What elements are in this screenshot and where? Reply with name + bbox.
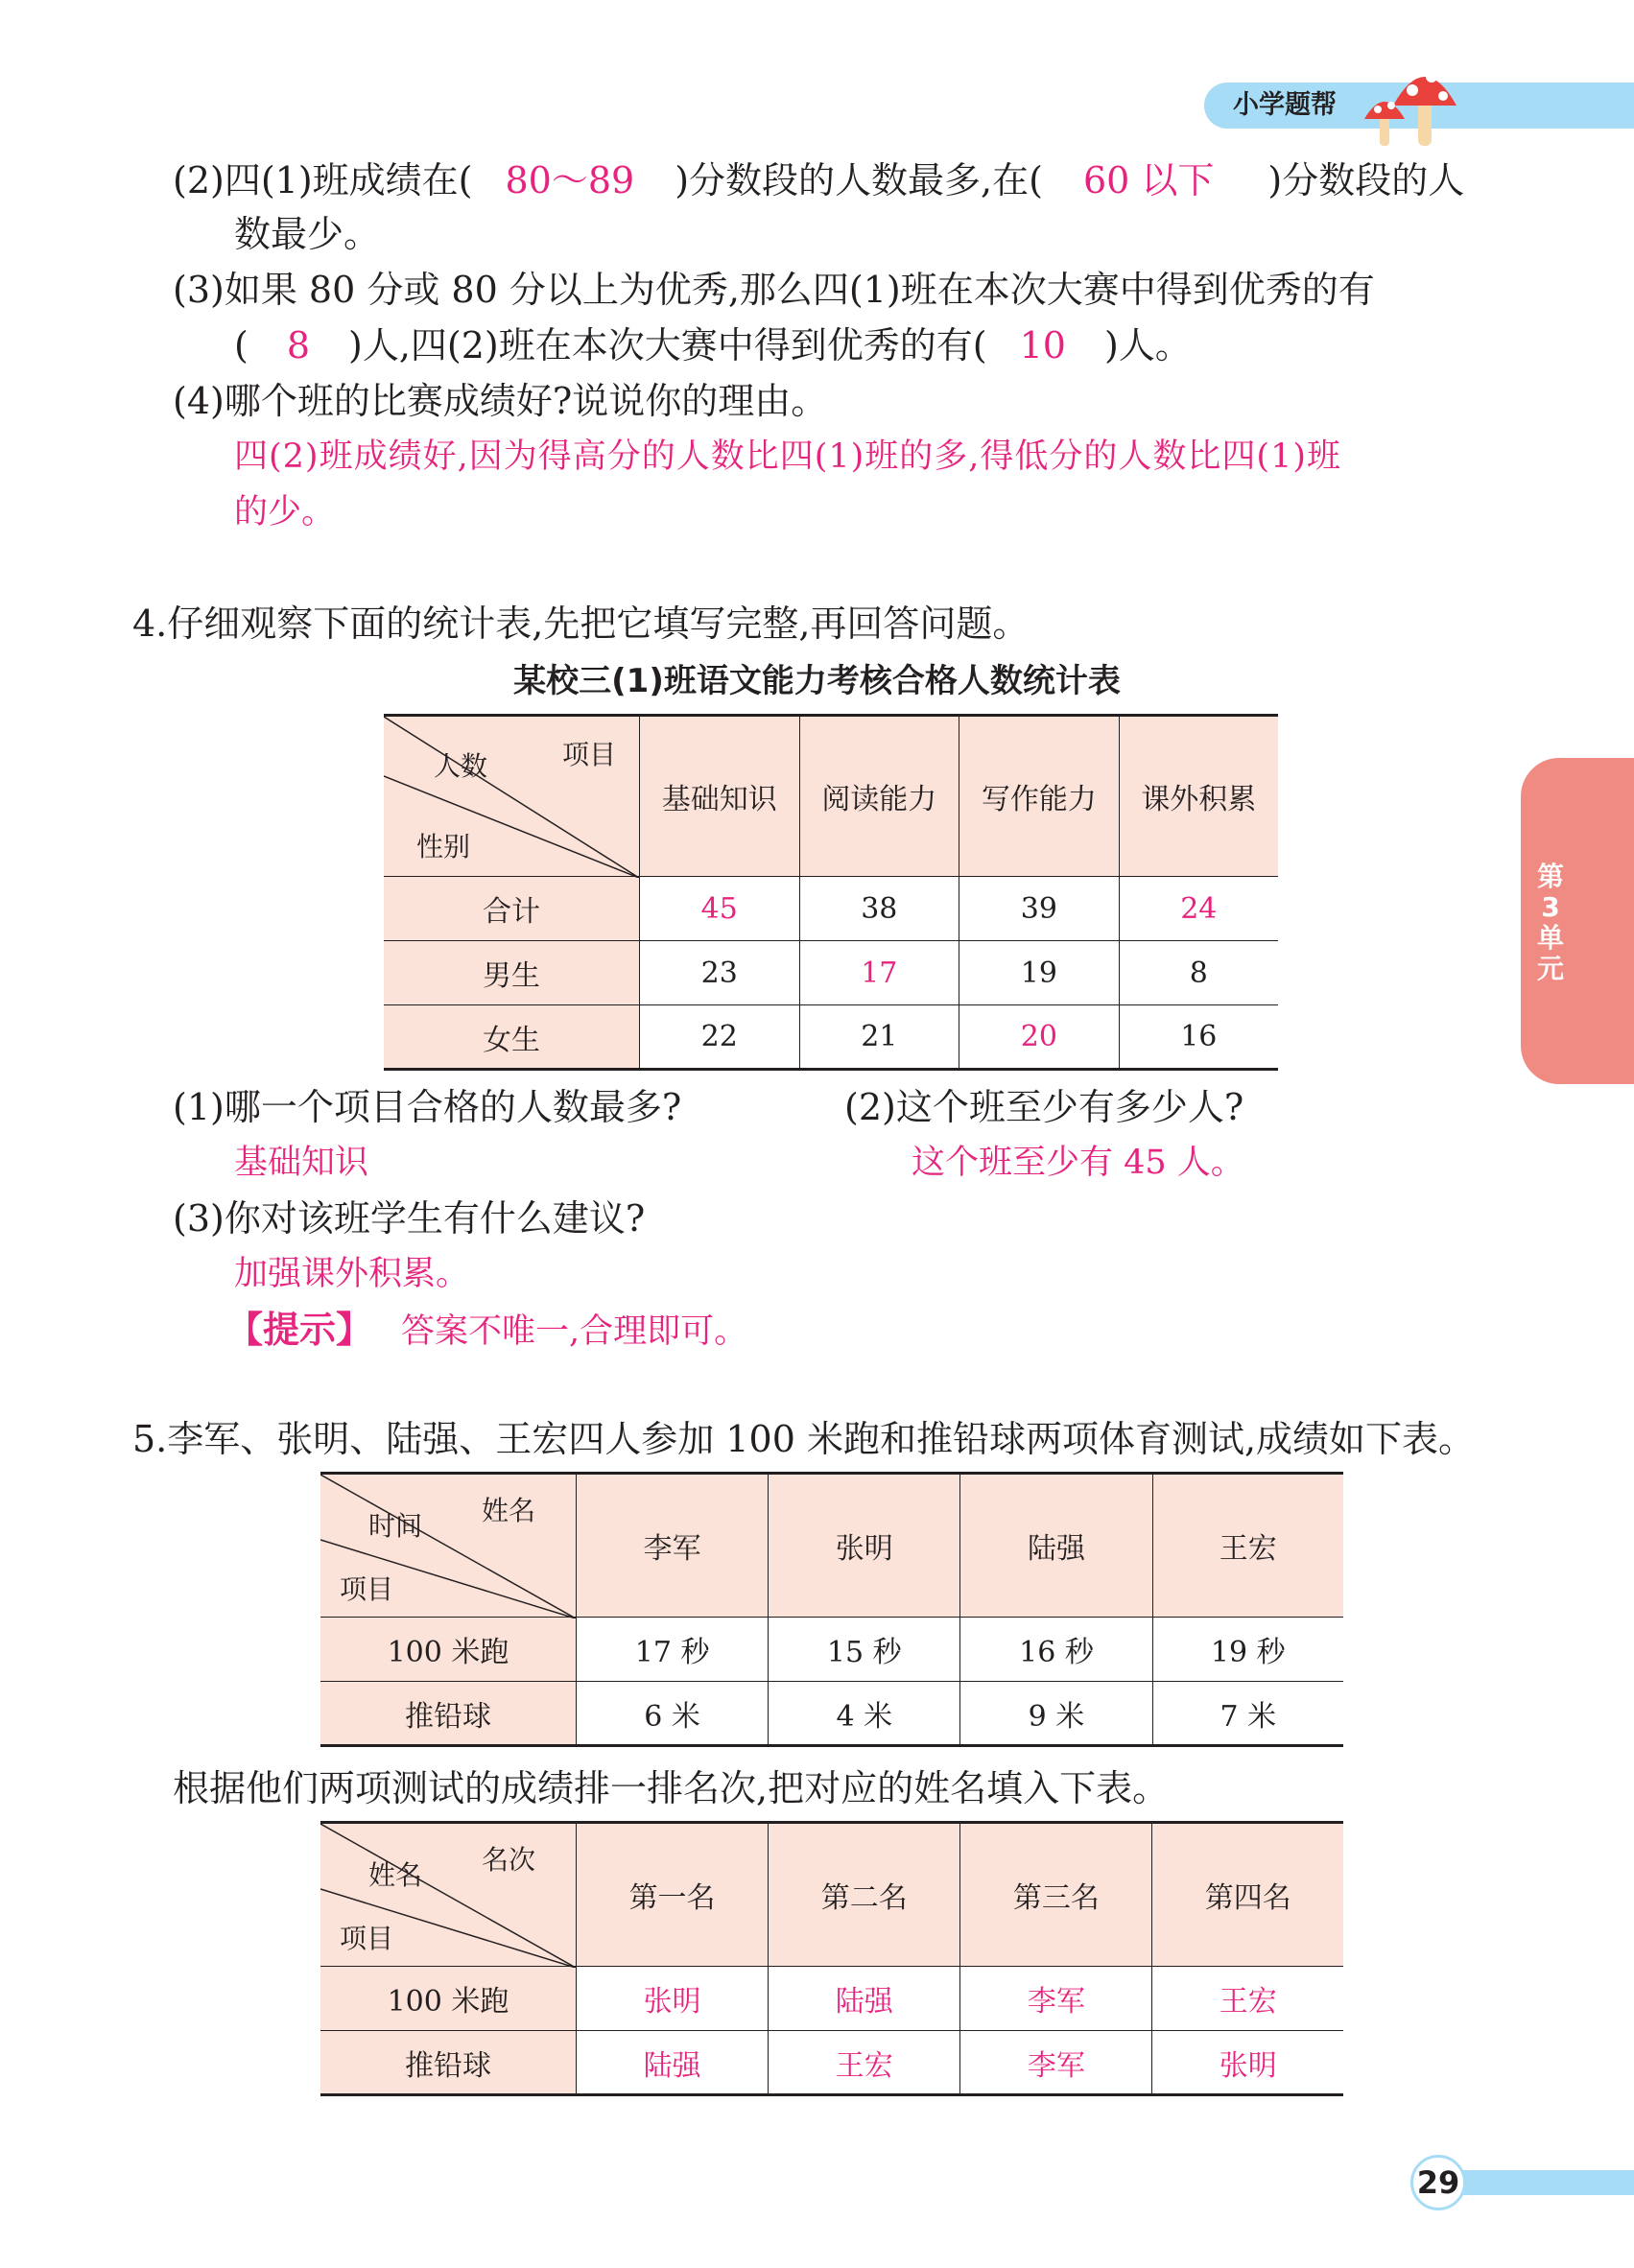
q5-t1-row-label: 100 米跑 — [320, 1618, 577, 1682]
unit-side-tab-label: 第3单元 — [1536, 861, 1564, 984]
q5-t1-col-header: 张明 — [769, 1474, 960, 1618]
q4-cell: 23 — [640, 941, 800, 1005]
page-number: 29 — [1410, 2155, 1466, 2210]
q4-sub2-question: (2)这个班至少有多少人? — [844, 1086, 1244, 1128]
q3-part3-text: )人,四(2)班在本次大赛中得到优秀的有( — [348, 324, 987, 366]
q4-sub2-answer: 这个班至少有 45 人。 — [912, 1144, 1244, 1182]
q3-part3-text: ( — [234, 324, 249, 366]
table-row — [384, 941, 1278, 1005]
q4-cell: 16 — [1119, 1005, 1278, 1070]
q5-t1-cell: 17 秒 — [577, 1618, 769, 1682]
q5-t2-col-header: 第一名 — [577, 1823, 769, 1967]
q4-corner-mid: 人数 — [434, 750, 488, 782]
q5-prompt: 5.李军、张明、陆强、王宏四人参加 100 米跑和推铅球两项体育测试,成绩如下表。 — [132, 1418, 1476, 1460]
q5-t1-corner-mid: 时间 — [368, 1510, 423, 1542]
table-row — [384, 1005, 1278, 1070]
q3-part2-answer2: 60 以下 — [1082, 159, 1215, 201]
q5-t2-col-header: 第四名 — [1152, 1823, 1343, 1967]
q5-t2-cell-answer: 李军 — [960, 2031, 1152, 2095]
q4-stat-table — [384, 714, 1278, 1071]
q5-t2-corner-cell — [320, 1823, 577, 1967]
q3-part2-line2: 数最少。 — [234, 213, 381, 255]
q5-t1-cell: 4 米 — [769, 1682, 960, 1746]
q5-t2-corner-bottom: 项目 — [340, 1923, 394, 1954]
mushroom-icon — [1343, 56, 1468, 152]
q5-t1-cell: 6 米 — [577, 1682, 769, 1746]
q3-part3-answer2: 10 — [1019, 324, 1066, 366]
q5-t2-cell-answer: 王宏 — [1152, 1967, 1343, 2031]
q5-t2-cell-answer: 陆强 — [769, 1967, 960, 2031]
q5-ranking-table — [320, 1821, 1343, 2096]
q4-sub3-question: (3)你对该班学生有什么建议? — [173, 1197, 646, 1240]
q4-cell-answer: 20 — [959, 1005, 1120, 1070]
table-row — [320, 1682, 1343, 1746]
q5-t1-col-header: 李军 — [577, 1474, 769, 1618]
q5-t1-cell: 7 米 — [1152, 1682, 1343, 1746]
q3-part3-answer1: 8 — [286, 324, 311, 366]
q5-t1-row-label: 推铅球 — [320, 1682, 577, 1746]
q5-t1-corner-bottom: 项目 — [340, 1573, 394, 1605]
q4-cell-answer: 17 — [799, 941, 959, 1005]
q3-part2-text: (2)四(1)班成绩在( — [173, 159, 473, 201]
q3-part4-question: (4)哪个班的比赛成绩好?说说你的理由。 — [173, 380, 828, 422]
q3-part2-text: )分数段的人 — [1267, 159, 1465, 201]
q5-t2-row-label: 推铅球 — [320, 2031, 577, 2095]
q4-table-title: 某校三(1)班语文能力考核合格人数统计表 — [513, 662, 1121, 700]
q4-cell-answer: 45 — [640, 877, 800, 941]
q5-t2-corner-top: 名次 — [482, 1844, 536, 1876]
q5-t2-row-label: 100 米跑 — [320, 1967, 577, 2031]
table-row — [320, 2031, 1343, 2095]
q3-part4-answer-line2: 的少。 — [234, 493, 336, 532]
table-row — [320, 1967, 1343, 2031]
q5-t1-cell: 16 秒 — [960, 1618, 1152, 1682]
q5-mid-prompt: 根据他们两项测试的成绩排一排名次,把对应的姓名填入下表。 — [173, 1767, 1170, 1809]
q4-row-label: 女生 — [384, 1005, 640, 1070]
q4-cell-answer: 24 — [1119, 877, 1278, 941]
q5-t1-cell: 9 米 — [960, 1682, 1152, 1746]
q4-col-header: 课外积累 — [1119, 716, 1278, 877]
q5-t2-cell-answer: 王宏 — [769, 2031, 960, 2095]
q5-t1-corner-cell — [320, 1474, 577, 1618]
hint-text: 答案不唯一,合理即可。 — [401, 1312, 748, 1351]
q5-t2-cell-answer: 陆强 — [577, 2031, 769, 2095]
q3-part3-line2 — [234, 324, 1192, 366]
q4-row-label: 男生 — [384, 941, 640, 1005]
hint-label: 【提示】 — [226, 1309, 373, 1351]
q4-cell: 19 — [959, 941, 1120, 1005]
q4-row-label: 合计 — [384, 877, 640, 941]
q4-cell: 38 — [799, 877, 959, 941]
q3-part3-text: )人。 — [1103, 324, 1192, 366]
q4-cell: 39 — [959, 877, 1120, 941]
q5-t1-col-header: 王宏 — [1152, 1474, 1343, 1618]
q4-col-header: 基础知识 — [640, 716, 800, 877]
q5-t2-cell-answer: 李军 — [960, 1967, 1152, 2031]
q4-sub1-answer: 基础知识 — [234, 1144, 369, 1182]
q3-part2-answer1: 80～89 — [505, 159, 635, 201]
q5-t2-cell-answer: 张明 — [577, 1967, 769, 2031]
q4-corner-top: 项目 — [562, 739, 617, 770]
q5-t1-col-header: 陆强 — [960, 1474, 1152, 1618]
q3-part4-answer-line1: 四(2)班成绩好,因为得高分的人数比四(1)班的多,得低分的人数比四(1)班 — [234, 437, 1341, 476]
q4-sub3-answer: 加强课外积累。 — [234, 1255, 470, 1293]
q3-part2-text: )分数段的人数最多,在( — [675, 159, 1043, 201]
q5-t1-cell: 19 秒 — [1152, 1618, 1343, 1682]
table-row — [384, 877, 1278, 941]
q5-t1-corner-top: 姓名 — [482, 1495, 536, 1526]
q4-col-header: 阅读能力 — [799, 716, 959, 877]
q5-t2-cell-answer: 张明 — [1152, 2031, 1343, 2095]
q4-cell: 8 — [1119, 941, 1278, 1005]
q4-hint — [226, 1309, 747, 1353]
q4-prompt: 4.仔细观察下面的统计表,先把它填写完整,再回答问题。 — [132, 602, 1030, 645]
table-row — [320, 1618, 1343, 1682]
brand-title: 小学题帮 — [1233, 90, 1337, 120]
q5-t2-col-header: 第三名 — [960, 1823, 1152, 1967]
q4-corner-bottom: 性别 — [416, 831, 471, 862]
q4-cell: 22 — [640, 1005, 800, 1070]
q4-corner-cell — [384, 716, 640, 877]
q4-col-header: 写作能力 — [959, 716, 1120, 877]
q5-t2-corner-mid: 姓名 — [368, 1859, 423, 1891]
q3-part2-line1 — [173, 159, 1464, 201]
q5-t1-cell: 15 秒 — [769, 1618, 960, 1682]
q5-scores-table — [320, 1472, 1343, 1747]
q3-part3-line1: (3)如果 80 分或 80 分以上为优秀,那么四(1)班在本次大赛中得到优秀的有 — [173, 269, 1375, 311]
q4-sub1-question: (1)哪一个项目合格的人数最多? — [173, 1086, 682, 1128]
q4-cell: 21 — [799, 1005, 959, 1070]
q5-t2-col-header: 第二名 — [769, 1823, 960, 1967]
